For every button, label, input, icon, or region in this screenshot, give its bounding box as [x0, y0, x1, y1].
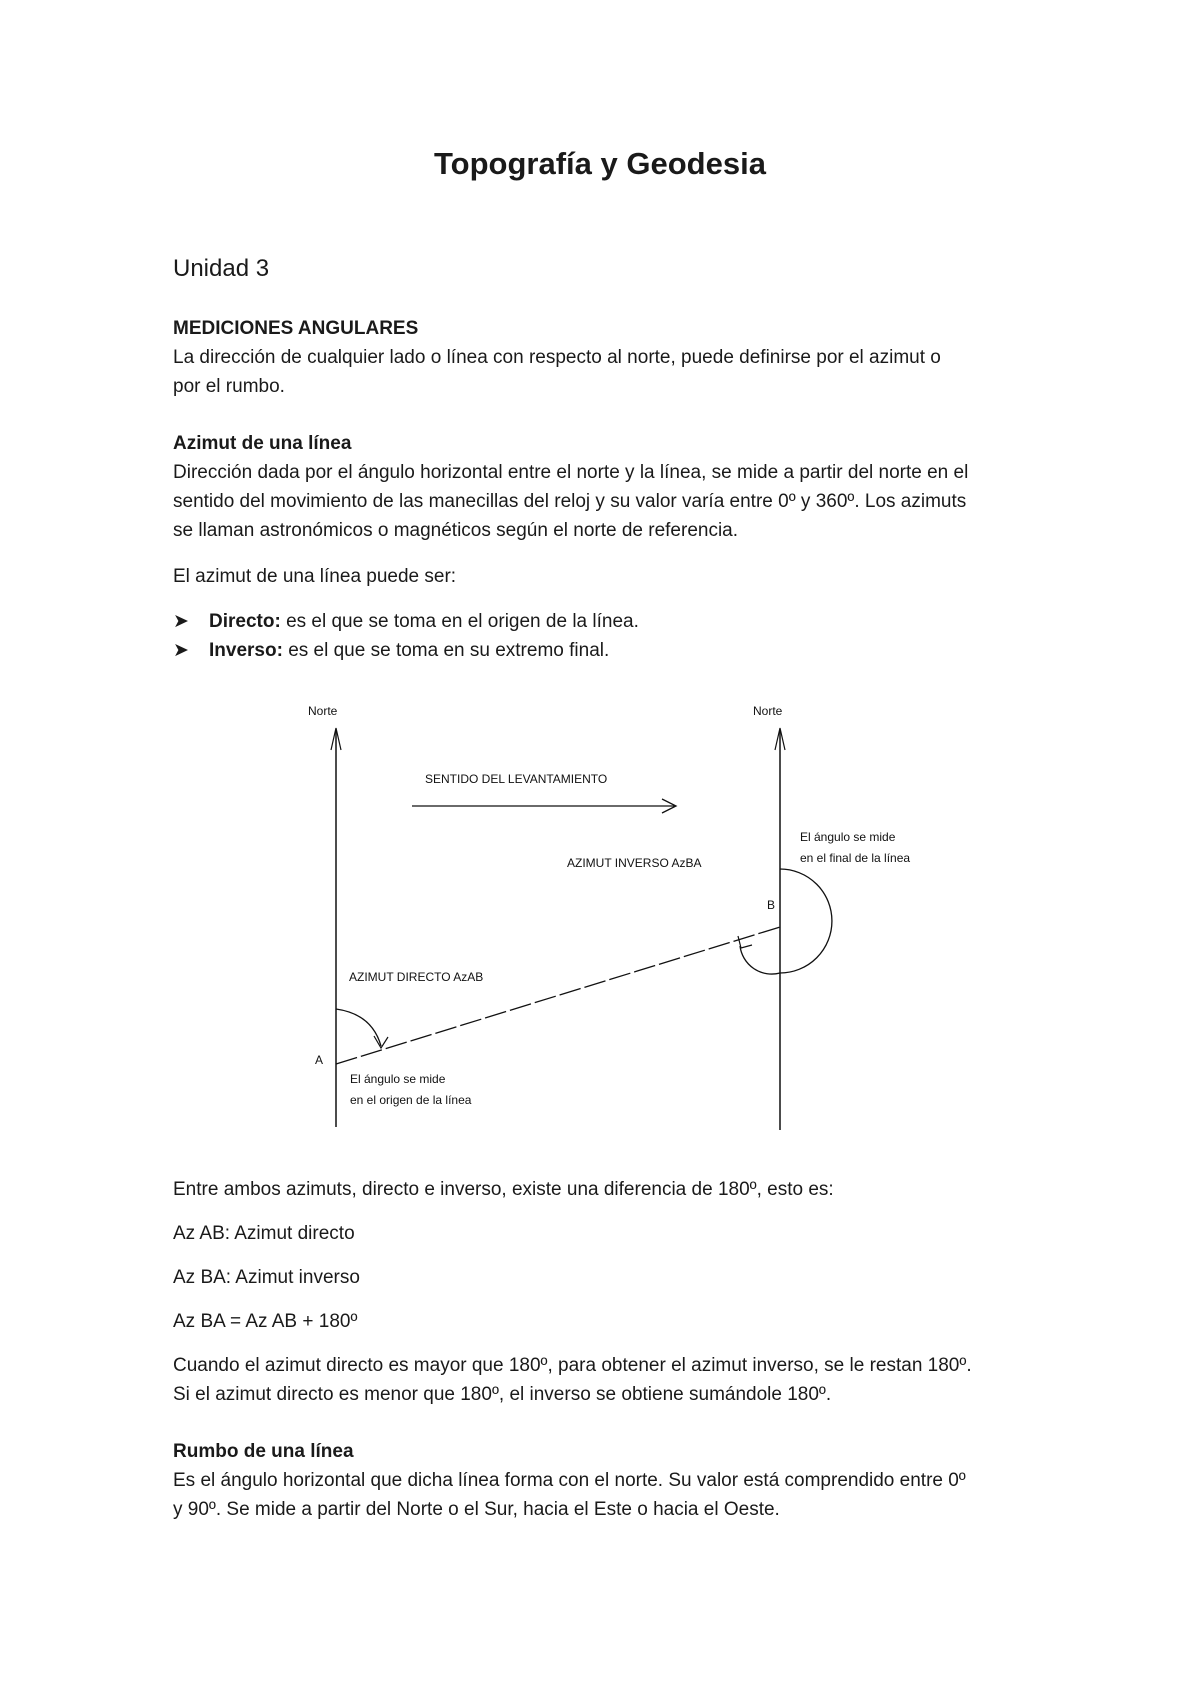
- point-a-label: A: [315, 1053, 324, 1067]
- difference-explanation: [173, 1351, 1053, 1409]
- note-origin-line-1: El ángulo se mide: [350, 1072, 446, 1086]
- paragraph-line: por el rumbo.: [173, 376, 285, 397]
- line-ab: [336, 927, 780, 1064]
- azimuth-formula: Az BA = Az AB + 180º: [173, 1311, 358, 1332]
- bullet-term: Directo:: [209, 611, 281, 632]
- direct-azimuth-label: AZIMUT DIRECTO AzAB: [349, 970, 484, 984]
- section-heading-azimut: Azimut de una línea: [173, 433, 352, 454]
- direct-arc-arrowhead-icon: [374, 1036, 388, 1048]
- arrow-bullet-icon: ➤: [173, 640, 189, 661]
- definition-az-ba: Az BA: Azimut inverso: [173, 1267, 360, 1288]
- paragraph-line: se llaman astronómicos o magnéticos según el norte de referencia.: [173, 520, 739, 541]
- page-title: Topografía y Geodesia: [434, 146, 766, 181]
- direct-azimuth-arc: [336, 1009, 381, 1046]
- paragraph-line: Si el azimut directo es menor que 180º, el inverso se obtiene sumándole 180º.: [173, 1384, 832, 1405]
- unit-heading: Unidad 3: [173, 255, 270, 282]
- paragraph-line: Dirección dada por el ángulo horizontal entre el norte y la línea, se mide a partir del norte en el: [173, 462, 969, 483]
- direction-label: SENTIDO DEL LEVANTAMIENTO: [425, 772, 608, 786]
- bullet-text: es el que se toma en su extremo final.: [282, 640, 610, 661]
- paragraph-line: La dirección de cualquier lado o línea con respecto al norte, puede definirse por el azimut o: [173, 347, 941, 368]
- paragraph-line: y 90º. Se mide a partir del Norte o el Sur, hacia el Este o hacia el Oeste.: [173, 1499, 780, 1520]
- inverse-azimuth-label: AZIMUT INVERSO AzBA: [567, 856, 702, 870]
- bullet-text: es el que se toma en el origen de la línea.: [280, 611, 639, 632]
- paragraph-line: sentido del movimiento de las manecillas del reloj y su valor varía entre 0º y 360º. Los azimuts: [173, 491, 967, 512]
- section-heading-rumbo: Rumbo de una línea: [173, 1441, 354, 1462]
- section-heading-mediciones: MEDICIONES ANGULARES: [173, 318, 419, 339]
- note-end-line-1: El ángulo se mide: [800, 830, 896, 844]
- paragraph-line: Cuando el azimut directo es mayor que 180º, para obtener el azimut inverso, se le restan 180º.: [173, 1355, 972, 1376]
- section-rumbo: [173, 1437, 1053, 1524]
- definition-az-ab: Az AB: Azimut directo: [173, 1223, 355, 1244]
- azimut-intro: El azimut de una línea puede ser:: [173, 566, 457, 587]
- difference-intro: Entre ambos azimuts, directo e inverso, existe una diferencia de 180º, esto es:: [173, 1179, 834, 1200]
- note-origin-line-2: en el origen de la línea: [350, 1093, 472, 1107]
- arrow-bullet-icon: ➤: [173, 611, 189, 632]
- north-label-right: Norte: [753, 704, 783, 718]
- note-end-line-2: en el final de la línea: [800, 851, 911, 865]
- inverse-azimuth-arc: [740, 869, 832, 974]
- point-b-label: B: [767, 898, 776, 912]
- bullet-term: Inverso:: [209, 640, 283, 661]
- north-label-left: Norte: [308, 704, 338, 718]
- paragraph-line: Es el ángulo horizontal que dicha línea forma con el norte. Su valor está comprendido entre 0º: [173, 1470, 966, 1491]
